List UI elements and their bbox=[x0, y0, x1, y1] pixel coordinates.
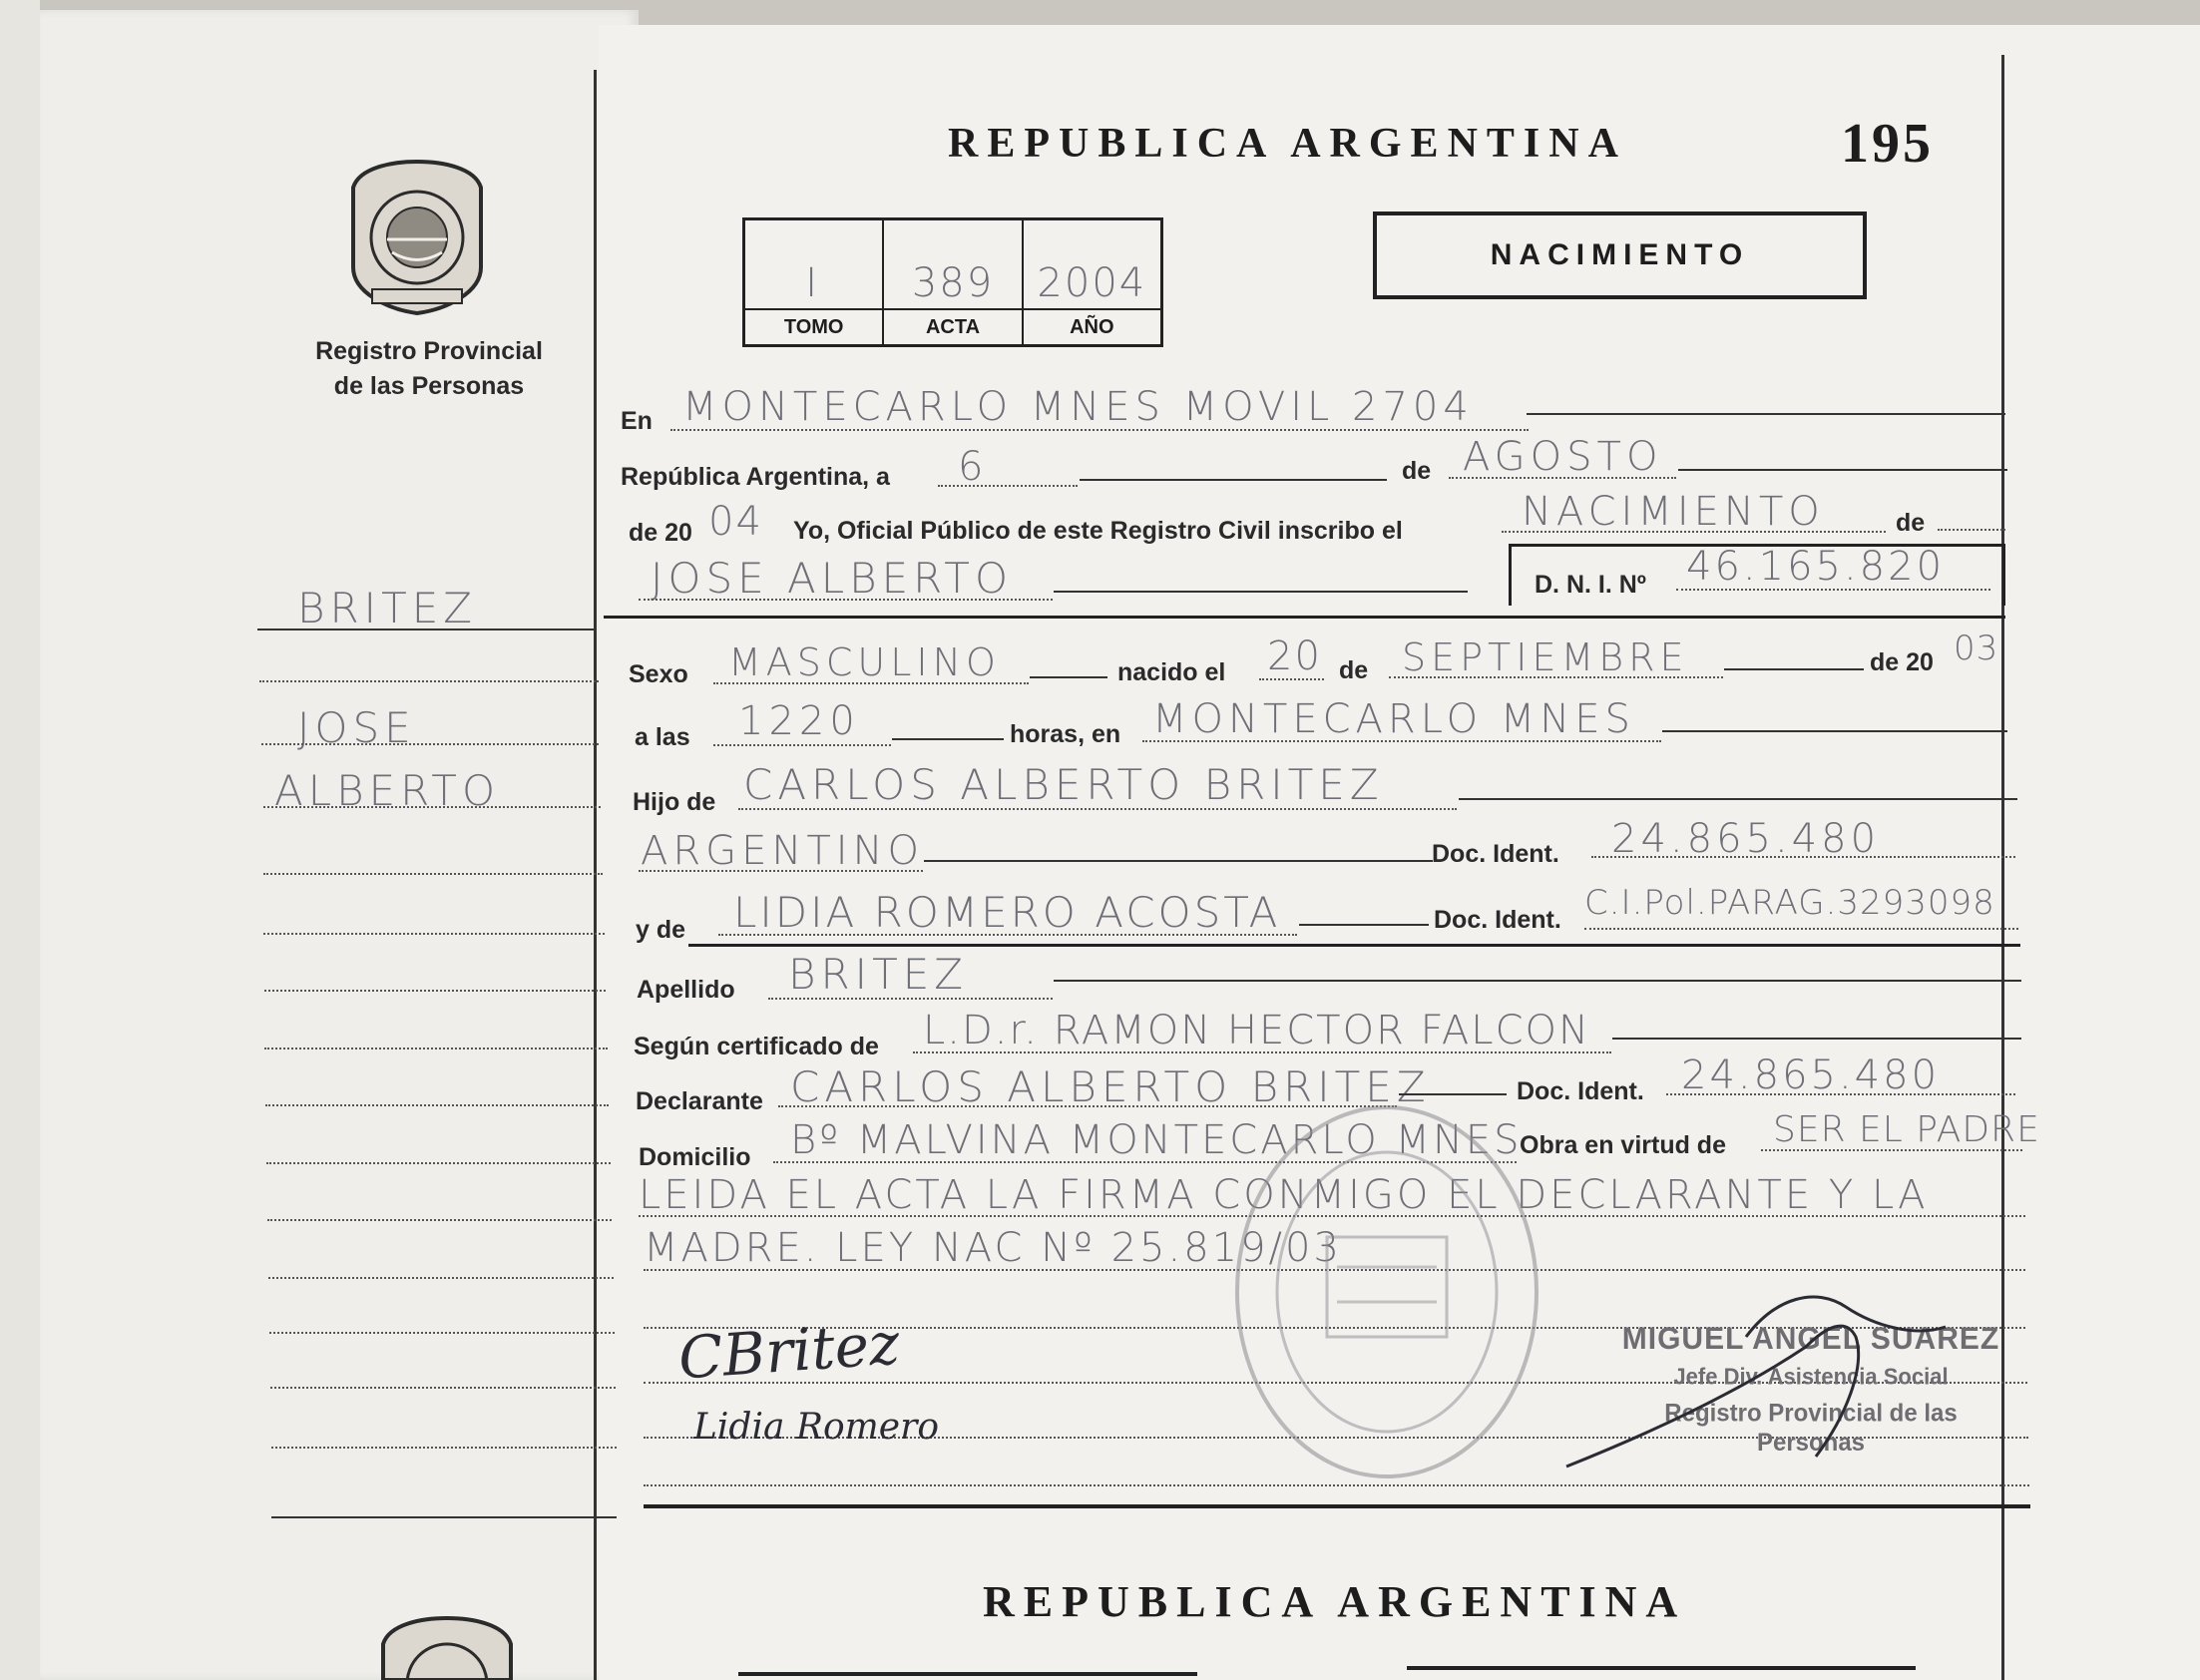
stub-rule bbox=[269, 1332, 615, 1334]
declarant-capacity-value: SER EL PADRE bbox=[1773, 1109, 2040, 1150]
dotted-rule bbox=[1676, 589, 1990, 591]
nacido-label: nacido el bbox=[1117, 658, 1226, 686]
stub-rule bbox=[264, 1048, 608, 1050]
stub-rule bbox=[271, 1447, 617, 1449]
dotted-rule bbox=[1389, 676, 1723, 678]
stub-bottom-rule bbox=[271, 1516, 617, 1518]
segun-label: Según certificado de bbox=[634, 1033, 879, 1060]
acta-cell bbox=[884, 220, 1023, 344]
fill-rule bbox=[1054, 980, 2021, 982]
birth-place-value: MONTECARLO MNES bbox=[1152, 696, 1635, 742]
mother-name-value: LIDIA ROMERO ACOSTA bbox=[733, 888, 1281, 937]
dni-value: 46.165.820 bbox=[1686, 544, 1946, 590]
de-label: de bbox=[1402, 457, 1432, 485]
father-nationality-value: ARGENTINO bbox=[641, 828, 924, 874]
birth-hour-value: 1220 bbox=[738, 698, 860, 744]
registry-name-line1: Registro Provincial bbox=[315, 337, 543, 365]
stub-rule bbox=[263, 873, 603, 875]
dotted-rule bbox=[718, 934, 1297, 936]
official-registry: Registro Provincial de las Personas bbox=[1664, 1399, 1958, 1458]
dotted-rule bbox=[938, 485, 1078, 487]
section-divider bbox=[604, 616, 2005, 619]
obra-label: Obra en virtud de bbox=[1520, 1131, 1726, 1159]
dotted-rule bbox=[1449, 477, 1676, 479]
stub-surname: BRITEZ bbox=[297, 584, 478, 632]
country-heading: REPUBLICA ARGENTINA bbox=[948, 121, 1627, 167]
official-title: Jefe Div. Asistencia Social bbox=[1673, 1363, 1949, 1390]
certifying-doctor-value: L.D.r. RAMON HECTOR FALCON bbox=[923, 1008, 1590, 1053]
fill-rule bbox=[924, 860, 1433, 862]
tomo-value: I bbox=[745, 220, 882, 310]
sexo-label: Sexo bbox=[629, 660, 688, 688]
dotted-rule bbox=[713, 682, 1029, 684]
doc-label: Doc. Ident. bbox=[1517, 1077, 1644, 1105]
next-table-top bbox=[738, 1672, 1197, 1676]
tomo-label: TOMO bbox=[783, 315, 844, 338]
declarant-name-value: CARLOS ALBERTO BRITEZ bbox=[790, 1062, 1431, 1111]
record-type-label: NACIMIENTO bbox=[1490, 238, 1750, 271]
father-doc-value: 24.865.480 bbox=[1611, 816, 1881, 862]
fill-rule bbox=[1054, 591, 1468, 593]
acta-label: ACTA bbox=[925, 315, 981, 338]
fill-rule bbox=[1612, 1038, 2021, 1040]
book-edge bbox=[0, 0, 40, 1680]
stub-rule bbox=[259, 680, 599, 682]
tomo-cell bbox=[745, 220, 884, 344]
official-signature-icon bbox=[1546, 1277, 1966, 1501]
dotted-rule bbox=[768, 998, 1053, 1000]
birth-day-value: 20 bbox=[1267, 633, 1322, 679]
fill-rule bbox=[1030, 676, 1107, 678]
fill-rule bbox=[1527, 413, 2005, 415]
stub-page bbox=[40, 10, 639, 1680]
mother-signature: Lidia Romero bbox=[693, 1407, 939, 1448]
official-name: MIGUEL ANGEL SUAREZ bbox=[1621, 1321, 2000, 1357]
dotted-rule bbox=[913, 1051, 1611, 1053]
notes-line-2: MADRE. LEY NAC Nº 25.819/03 bbox=[644, 1225, 1342, 1271]
republica-label: República Argentina, a bbox=[621, 463, 890, 491]
record-type-box bbox=[1373, 211, 1867, 299]
section-divider bbox=[644, 1504, 2030, 1508]
de-label: de bbox=[1896, 509, 1926, 537]
registry-office-value: MONTECARLO MNES MOVIL 2704 bbox=[682, 384, 1474, 430]
alas-label: a las bbox=[635, 723, 690, 751]
fill-rule bbox=[1662, 730, 2007, 732]
ano-value: 2004 bbox=[1024, 220, 1160, 310]
ano-cell bbox=[1024, 220, 1160, 344]
stub-rule bbox=[270, 1387, 616, 1389]
page-number: 195 bbox=[1841, 113, 1934, 175]
province-seal-icon bbox=[347, 158, 487, 317]
stub-rule bbox=[263, 933, 605, 935]
sex-value: MASCULINO bbox=[728, 640, 1001, 684]
dni-label: D. N. I. Nº bbox=[1535, 571, 1646, 599]
surname-value: BRITEZ bbox=[788, 950, 969, 999]
de-label: de bbox=[1339, 656, 1369, 684]
hijo-label: Hijo de bbox=[633, 788, 716, 816]
dotted-rule bbox=[670, 429, 1529, 431]
next-box-top bbox=[1407, 1666, 1916, 1670]
inscribo-label: Yo, Oficial Público de este Registro Civil inscribo el bbox=[793, 517, 1403, 545]
stub-divider bbox=[594, 70, 597, 1680]
stub-rule bbox=[266, 1162, 611, 1164]
dotted-rule bbox=[639, 870, 923, 872]
stub-given-name-2: ALBERTO bbox=[274, 766, 501, 815]
en-label: En bbox=[621, 407, 653, 435]
mother-doc-value: C.I.Pol.PARAG.3293098 bbox=[1584, 883, 1995, 923]
registration-year-value: 04 bbox=[708, 499, 763, 545]
birth-year-value: 03 bbox=[1954, 629, 1999, 668]
stub-rule bbox=[267, 1219, 612, 1221]
declarante-label: Declarante bbox=[636, 1087, 763, 1115]
birth-year-prefix-label: de 20 bbox=[1870, 648, 1934, 676]
stub-rule bbox=[268, 1277, 614, 1279]
child-name-value: JOSE ALBERTO bbox=[651, 554, 1014, 603]
notes-line-1: LEIDA EL ACTA LA FIRMA CONMIGO EL DECLARANTE Y LA bbox=[639, 1172, 1929, 1218]
yde-label: y de bbox=[636, 916, 686, 944]
registry-name-line2: de las Personas bbox=[333, 372, 525, 400]
declarant-doc-value: 24.865.480 bbox=[1681, 1052, 1941, 1098]
dotted-rule bbox=[1142, 740, 1661, 742]
dotted-rule bbox=[1666, 1093, 2015, 1095]
acta-value: 389 bbox=[884, 220, 1021, 310]
dotted-rule bbox=[1259, 678, 1324, 680]
stub-rule bbox=[264, 990, 606, 992]
stub-rule bbox=[263, 806, 601, 808]
act-type-value: NACIMIENTO bbox=[1522, 489, 1825, 535]
dotted-rule bbox=[1502, 531, 1886, 533]
fill-rule bbox=[1080, 479, 1387, 481]
fill-rule bbox=[1678, 469, 2007, 471]
dotted-rule bbox=[1938, 529, 2005, 531]
doc-label: Doc. Ident. bbox=[1434, 906, 1561, 934]
registry-stamp-icon bbox=[1217, 1067, 1556, 1491]
ano-label: AÑO bbox=[1070, 315, 1114, 338]
dotted-rule bbox=[713, 744, 891, 746]
fill-rule bbox=[1459, 798, 2017, 800]
dotted-rule bbox=[1584, 928, 2018, 930]
domicilio-label: Domicilio bbox=[639, 1143, 751, 1171]
registration-day-value: 6 bbox=[958, 444, 989, 490]
dotted-rule bbox=[738, 808, 1457, 810]
fill-rule bbox=[1724, 668, 1864, 670]
registration-month-value: AGOSTO bbox=[1463, 434, 1663, 480]
year-prefix-label: de 20 bbox=[629, 519, 692, 547]
dotted-rule bbox=[1761, 1149, 2022, 1151]
record-number-table bbox=[742, 217, 1163, 347]
address-value: Bº MALVINA MONTECARLO MNES bbox=[790, 1117, 1523, 1163]
section-divider bbox=[688, 944, 2020, 947]
stub-rule bbox=[261, 743, 599, 745]
stub-surname-rule bbox=[257, 629, 595, 630]
province-seal-icon bbox=[377, 1614, 517, 1680]
doc-label: Doc. Ident. bbox=[1432, 840, 1559, 868]
dotted-rule bbox=[1591, 856, 2015, 858]
dotted-rule bbox=[639, 599, 1053, 601]
next-country-heading: REPUBLICA ARGENTINA bbox=[983, 1577, 1687, 1626]
birth-month-value: SEPTIEMBRE bbox=[1402, 635, 1689, 679]
fill-rule bbox=[1299, 924, 1429, 926]
stub-given-name-1: JOSE bbox=[297, 703, 416, 752]
declarant-signature: CBritez bbox=[675, 1309, 902, 1393]
fill-rule bbox=[892, 738, 1004, 740]
apellido-label: Apellido bbox=[637, 976, 735, 1004]
father-name-value: CARLOS ALBERTO BRITEZ bbox=[743, 760, 1384, 809]
stub-rule bbox=[265, 1104, 609, 1106]
horas-label: horas, en bbox=[1010, 720, 1121, 748]
